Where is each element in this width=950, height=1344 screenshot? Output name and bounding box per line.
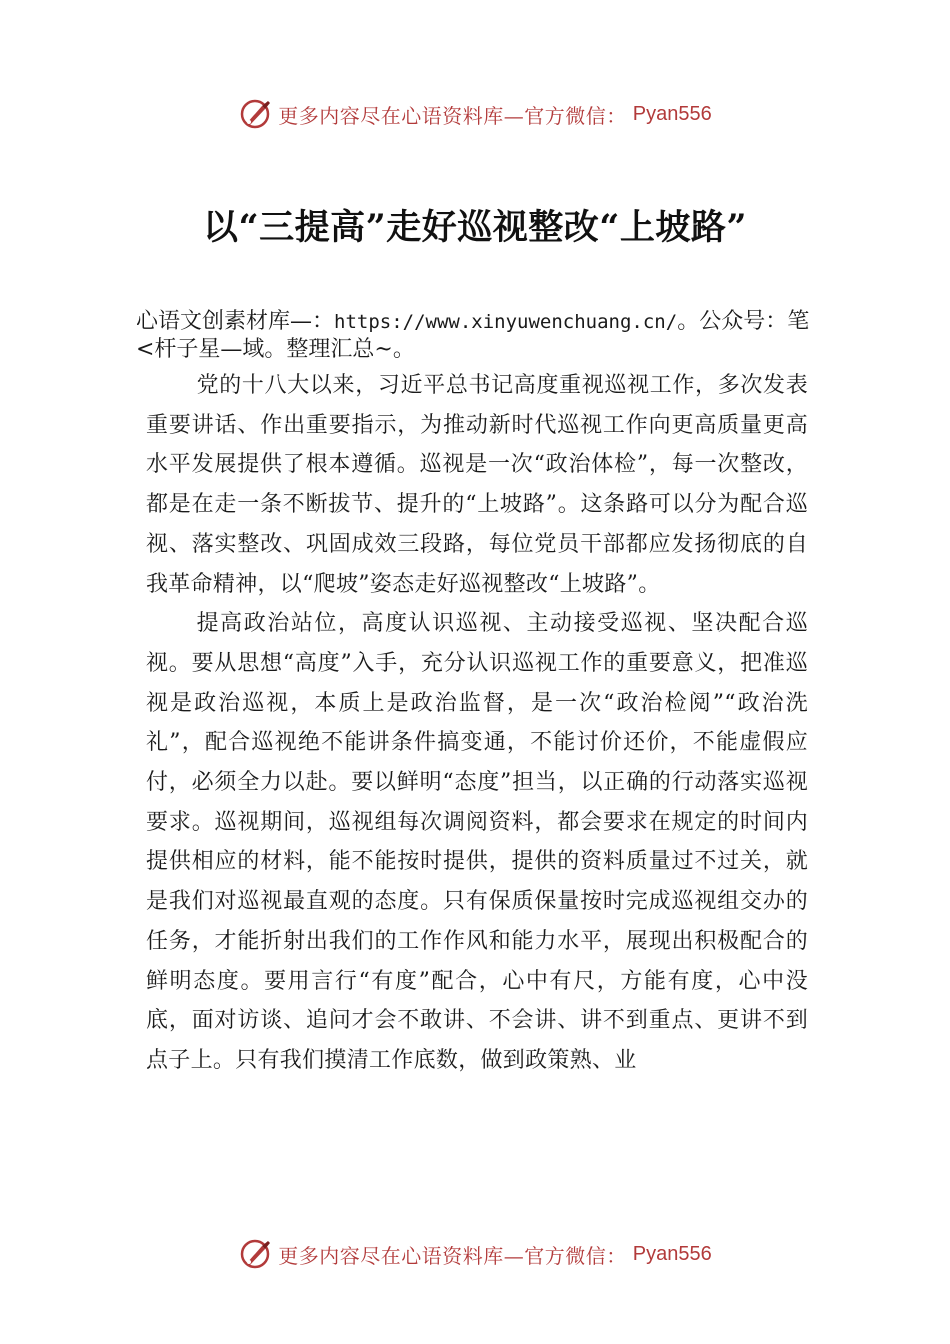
source-suffix: 。公众号：笔<杆子星—域。整理汇总~。 (136, 309, 810, 362)
document-body (146, 366, 808, 1081)
footer-banner (0, 1234, 950, 1274)
source-prefix: 心语文创素材库—： (136, 309, 335, 334)
banner-slogan: 更多内容尽在心语资料库—官方微信： (278, 1243, 627, 1268)
body-paragraph: 提高政治站位，高度认识巡视、主动接受巡视、坚决配合巡视。要从思想“高度”入手，充分认识巡视工作的重要意义，把准巡视是政治巡视，本质上是政治监督，是一次“政治检阅”“政治洗礼”，配合巡视绝不能讲条件搞变通，不能讨价还价，不能虚假应付，必须全力以赴。要以鲜明“态度”担当，以正确的行动落实巡视要求。巡视期间，巡视组每次调阅资料，都会要求在规定的时间内提供相应的材料，能不能按时提供，提供的资料质量过不过关，就是我们对巡视最直观的态度。只有保质保量按时完成巡视组交办的任务，才能折射出我们的工作作风和能力水平，展现出积极配合的鲜明态度。要用言行“有度”配合，心中有尺，方能有度，心中没底，面对访谈、追问才会不敢讲、不会讲、讲不到重点、更讲不到点子上。只有我们摸清工作底数，做到政策熟、业 (146, 611, 808, 1073)
body-paragraph: 党的十八大以来，习近平总书记高度重视巡视工作，多次发表重要讲话、作出重要指示，为推动新时代巡视工作向更高质量更高水平发展提供了根本遵循。巡视是一次“政治体检”，每一次整改，都是在走一条不断拔节、提升的“上坡路”。这条路可以分为配合巡视、落实整改、巩固成效三段路，每位党员干部都应发扬彻底的自我革命精神，以“爬坡”姿态走好巡视整改“上坡路”。 (146, 373, 808, 597)
banner-slogan: 更多内容尽在心语资料库—官方微信： (278, 103, 627, 128)
banner-wechat-id: Pyan556 (632, 1242, 712, 1265)
banner-wechat-id: Pyan556 (632, 102, 712, 125)
pen-nib-logo-icon (238, 97, 272, 131)
page-title: 以“三提高”走好巡视整改“上坡路” (202, 207, 748, 248)
source-url: https://www.xinyuwenchuang.cn/ (334, 311, 678, 333)
pen-nib-logo-icon (238, 1237, 272, 1271)
header-banner (0, 94, 950, 134)
source-line (136, 308, 826, 364)
